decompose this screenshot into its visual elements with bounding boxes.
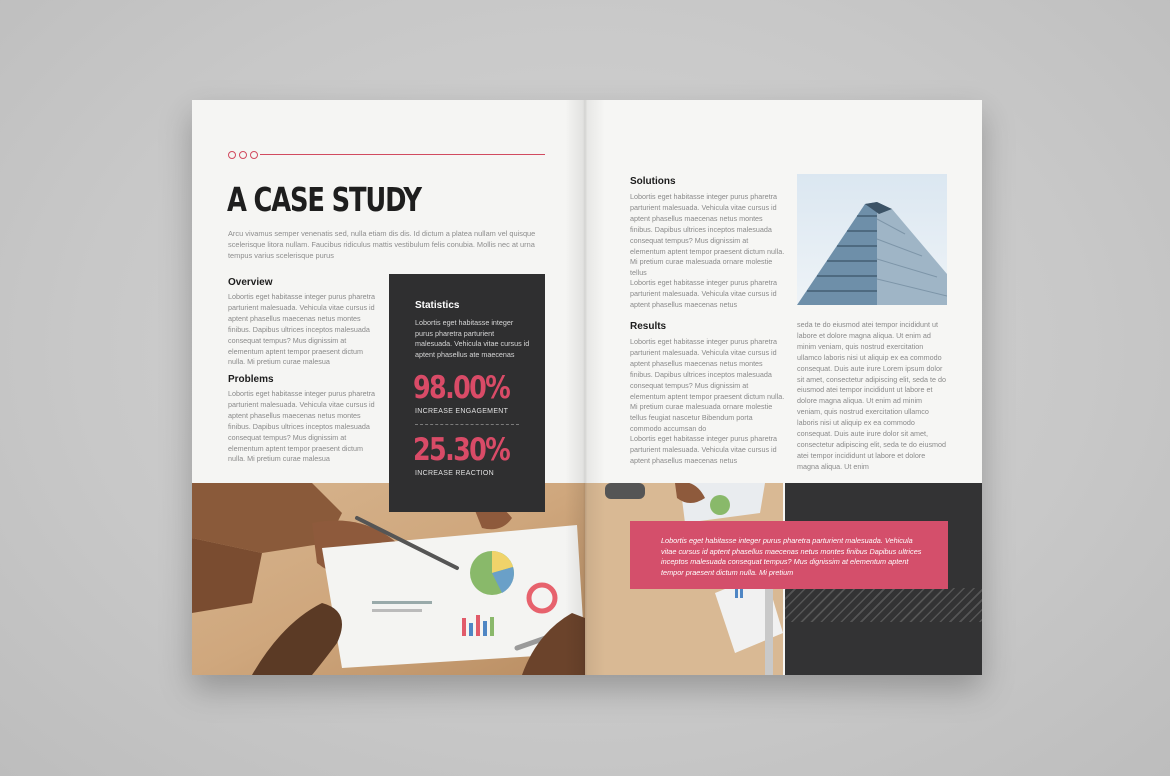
brochure-spread xyxy=(192,100,982,675)
results-body-2: Lobortis eget habitasse integer purus pharetra parturient malesuada. Vehicula vitae cursus id aptent phasellus maecenas netus xyxy=(630,434,778,465)
statistics-body: Lobortis eget habitasse integer purus pharetra parturient malesuada. Vehicula vitae cursus id aptent phasellus ate maecenas xyxy=(415,318,530,359)
stat-reaction-value: 25.30% xyxy=(413,432,510,468)
intro-paragraph: Arcu vivamus semper venenatis sed, nulla etiam dis dis. Id dictum a platea nullam vel quisque scelerisque litora nullam. Faucibus ridiculus mattis vestibulum felis conubia. Mollis nec at urna tempus varius scelerisque purus xyxy=(228,229,536,260)
statistics-box xyxy=(389,274,545,512)
solutions-body: Lobortis eget habitasse integer purus pharetra parturient malesuada. Vehicula vitae cursus id aptent phasellus maecenas netus montes finibus. Dapibus ultrices inceptos malesuada consequat tempus? Mus dignissim at elementum aptent tempor praesent dictum nulla. Mi pretium curae malesuada ornare molestie tellus xyxy=(630,192,785,278)
statistics-heading: Statistics xyxy=(415,300,460,311)
stat-engagement-label: INCREASE ENGAGEMENT xyxy=(415,408,509,415)
overview-heading: Overview xyxy=(228,277,273,288)
solutions-body-2: Lobortis eget habitasse integer purus pharetra parturient malesuada. Vehicula vitae cursus id aptent phasellus maecenas netus xyxy=(630,278,778,309)
results-body: Lobortis eget habitasse integer purus pharetra parturient malesuada. Vehicula vitae cursus id aptent phasellus maecenas netus montes finibus. Dapibus ultrices inceptos malesuada consequat tempus? Mus dignissim at elementum aptent tempor praesent dictum nulla. Mi pretium curae malesuada ornare molestie tellus feugiat nascetur Bibendum porta commodo accumsan do xyxy=(630,337,785,434)
overview-body: Lobortis eget habitasse integer purus pharetra parturient malesuada. Vehicula vitae cursus id aptent phasellus maecenas netus montes finibus. Dapibus ultrices inceptos malesuada consequat tempus? Mus dignissim at elementum aptent tempor praesent dictum nulla. Mi pretium curae malesua xyxy=(228,292,376,367)
stat-engagement-value: 98.00% xyxy=(413,370,510,406)
quote-text: Lobortis eget habitasse integer purus pharetra parturient malesuada. Vehicula vitae cursus id aptent phasellus maecenas netus montes finibus Dapibus ultrices inceptos malesuada consequat tempus? Mus dignissim at elementum aptent tempor praesent dictum nulla. Mi pretium xyxy=(661,536,922,577)
column-two-text: seda te do eiusmod atei tempor incididunt ut labore et dolore magna aliqua. Ut enim ad minim veniam, quis nostrud exercitation ullamco laboris nisi ut aliquip ex ea commodo consequat. Duis aute irure Lorem ipsum dolor sit amet, consectetur adipiscing elit, seda te do eiusmod atei tempor incididunt ut labore et dolore magna aliqua. Ut enim ad minim veniam, quis nostrud exercitation ullamco laboris nisi ut aliquip ex ea commodo consequat. Duis aute irure dolor sit amet, consectetur adipiscing elit, seda te do eiusmod atei tempor incididunt ut labore et dolore magna aliqua. Ut enim xyxy=(797,320,947,471)
dot-icon xyxy=(228,151,236,159)
building-photo xyxy=(797,174,947,305)
problems-body: Lobortis eget habitasse integer purus pharetra parturient malesuada. Vehicula vitae cursus id aptent phasellus maecenas netus montes finibus. Dapibus ultrices inceptos malesuada consequat tempus? Mus dignissim at elementum aptent tempor praesent dictum nulla. Mi pretium curae malesua xyxy=(228,389,376,464)
dot-icon xyxy=(239,151,247,159)
solutions-heading: Solutions xyxy=(630,176,676,187)
right-page xyxy=(585,100,982,675)
dot-icon xyxy=(250,151,258,159)
page-title: A CASE STUDY xyxy=(227,180,421,219)
diagonal-stripes xyxy=(785,588,982,622)
stat-reaction-label: INCREASE REACTION xyxy=(415,470,494,477)
accent-rule xyxy=(260,154,545,155)
decorative-dots xyxy=(228,151,258,159)
problems-heading: Problems xyxy=(228,374,274,385)
divider xyxy=(415,424,519,425)
quote-box xyxy=(630,521,948,589)
left-page xyxy=(192,100,585,675)
results-heading: Results xyxy=(630,321,667,332)
